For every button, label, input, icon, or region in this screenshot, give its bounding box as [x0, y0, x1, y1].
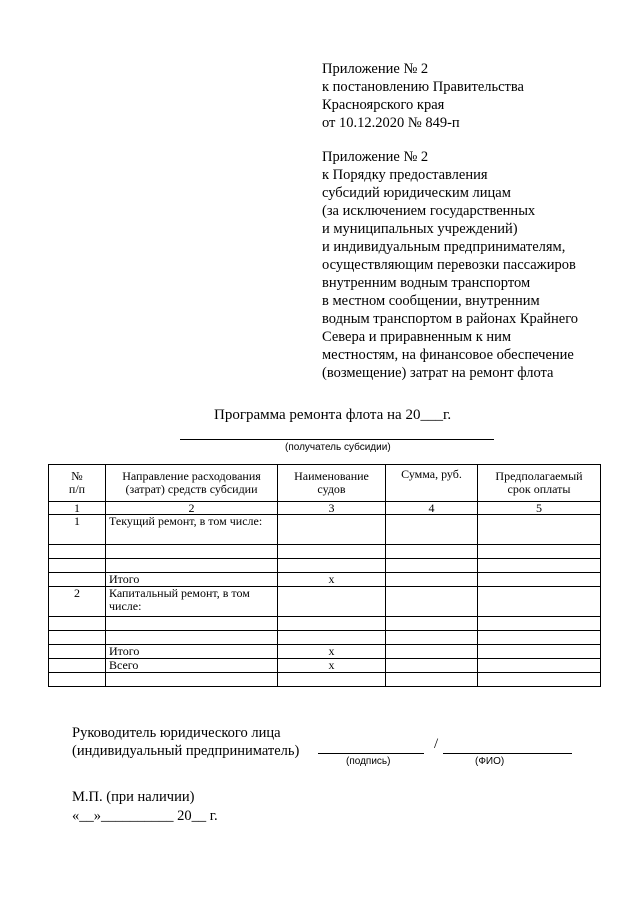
table-row: [49, 545, 601, 559]
table-cell: [478, 659, 601, 673]
table-cell: x: [278, 659, 386, 673]
table-cell: Всего: [106, 659, 278, 673]
table-cell: [386, 617, 478, 631]
appendix-line: (за исключением государственных: [322, 203, 536, 219]
table-cell: [386, 587, 478, 617]
table-cell: [386, 573, 478, 587]
column-number-row: [49, 502, 601, 515]
table-cell: [478, 587, 601, 617]
fio-line: [443, 753, 572, 754]
column-number: 1: [49, 502, 106, 515]
table-cell: [386, 545, 478, 559]
column-number: 5: [478, 502, 601, 515]
program-title: Программа ремонта флота на 20___г.: [214, 407, 452, 423]
table-row: [49, 587, 601, 617]
table-cell: [49, 673, 106, 687]
table-cell: [478, 617, 601, 631]
table-cell: 2: [49, 587, 106, 617]
table-cell: [386, 673, 478, 687]
table-cell: [278, 515, 386, 545]
table-cell: [478, 515, 601, 545]
table-cell: [478, 559, 601, 573]
table-cell: [478, 631, 601, 645]
table-cell: [478, 573, 601, 587]
header-cell: № п/п: [49, 465, 106, 502]
table-cell: [278, 587, 386, 617]
table-cell: [49, 631, 106, 645]
table-cell: [386, 659, 478, 673]
recipient-caption: (получатель субсидии): [285, 442, 391, 453]
stamp-block: [72, 788, 218, 826]
table-cell: 1: [49, 515, 106, 545]
appendix-header: [322, 60, 578, 382]
appendix-line: и индивидуальным предпринимателям,: [322, 239, 566, 255]
column-number: 3: [278, 502, 386, 515]
repair-program-table: [48, 464, 601, 687]
table-cell: [49, 545, 106, 559]
signature-caption: (подпись): [346, 756, 391, 767]
table-cell: [278, 545, 386, 559]
table-cell: [386, 645, 478, 659]
appendix-line: местностям, на финансовое обеспечение: [322, 347, 574, 363]
stamp-label: М.П. (при наличии): [72, 789, 195, 805]
table-cell: [49, 645, 106, 659]
table-cell: [386, 515, 478, 545]
table-cell: [386, 631, 478, 645]
table-cell: [278, 617, 386, 631]
table-row: [49, 559, 601, 573]
table-cell: [106, 545, 278, 559]
table-cell: x: [278, 573, 386, 587]
signature-label-1: Руководитель юридического лица: [72, 725, 281, 741]
fio-caption: (ФИО): [475, 756, 505, 767]
table-cell: [106, 631, 278, 645]
table-cell: [49, 559, 106, 573]
table-cell: [49, 659, 106, 673]
table-header-row: [49, 465, 601, 502]
table-cell: Итого: [106, 645, 278, 659]
signature-slash: /: [434, 736, 439, 752]
appendix-line: в местном сообщении, внутренним: [322, 293, 540, 309]
table-row: [49, 659, 601, 673]
signature-label-2: (индивидуальный предприниматель): [72, 743, 300, 759]
table-cell: Текущий ремонт, в том числе:: [106, 515, 278, 545]
signature-block: [72, 724, 299, 760]
header-cell: Наименование судов: [278, 465, 386, 502]
table-cell: [386, 559, 478, 573]
table-cell: [106, 673, 278, 687]
header-cell: Направление расходования (затрат) средств субсидии: [106, 465, 278, 502]
table-row: [49, 515, 601, 545]
column-number: 2: [106, 502, 278, 515]
date-line: «__»__________ 20__ г.: [72, 808, 218, 824]
table-cell: [278, 673, 386, 687]
table-row: [49, 573, 601, 587]
table-cell: [106, 617, 278, 631]
table-cell: [278, 631, 386, 645]
table-cell: Итого: [106, 573, 278, 587]
appendix-line: и муниципальных учреждений): [322, 221, 518, 237]
table-row: [49, 673, 601, 687]
appendix-line: (возмещение) затрат на ремонт флота: [322, 365, 554, 381]
appendix-line: Красноярского края: [322, 97, 445, 113]
recipient-underline: [180, 439, 494, 440]
header-cell: Предполагаемый срок оплаты: [478, 465, 601, 502]
appendix-line: от 10.12.2020 № 849-п: [322, 115, 460, 131]
appendix-line: к Порядку предоставления: [322, 167, 488, 183]
table-cell: [478, 545, 601, 559]
signature-line: [318, 753, 424, 754]
table-cell: [49, 573, 106, 587]
header-cell: Сумма, руб.: [386, 465, 478, 502]
table-cell: Капитальный ремонт, в том числе:: [106, 587, 278, 617]
table-cell: [278, 559, 386, 573]
table-cell: [106, 559, 278, 573]
table-row: [49, 645, 601, 659]
appendix-line: Севера и приравненным к ним: [322, 329, 512, 345]
table-cell: x: [278, 645, 386, 659]
appendix-line: внутренним водным транспортом: [322, 275, 531, 291]
appendix-line: к постановлению Правительства: [322, 79, 524, 95]
table-cell: [478, 673, 601, 687]
appendix-line: водным транспортом в районах Крайнего: [322, 311, 579, 327]
appendix-line: осуществляющим перевозки пассажиров: [322, 257, 576, 273]
table-row: [49, 617, 601, 631]
table-cell: [478, 645, 601, 659]
appendix-line: субсидий юридическим лицам: [322, 185, 511, 201]
table-cell: [49, 617, 106, 631]
table-row: [49, 631, 601, 645]
appendix-line: Приложение № 2: [322, 61, 429, 77]
column-number: 4: [386, 502, 478, 515]
appendix-line: Приложение № 2: [322, 149, 429, 165]
